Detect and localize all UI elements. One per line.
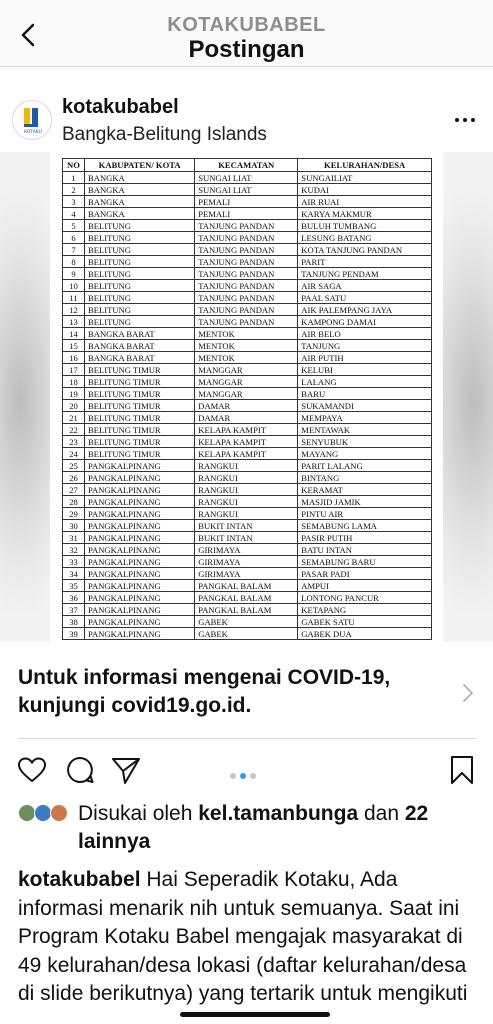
table-cell: TANJUNG PANDAN <box>195 304 298 316</box>
table-row <box>63 208 432 220</box>
table-row <box>63 580 432 592</box>
header-username: KOTAKUBABEL <box>167 14 326 36</box>
more-options-icon[interactable] <box>453 110 477 130</box>
table-row <box>63 328 432 340</box>
table-cell: AIR SAGA <box>298 280 432 292</box>
table-row <box>63 592 432 604</box>
table-cell: TANJUNG PANDAN <box>195 244 298 256</box>
table-cell: KOTA TANJUNG PANDAN <box>298 244 432 256</box>
table-cell: 27 <box>63 484 85 496</box>
caption-username[interactable]: kotakubabel <box>18 868 141 891</box>
table-cell: BELITUNG TIMUR <box>85 400 195 412</box>
table-cell: TANJUNG PANDAN <box>195 232 298 244</box>
table-cell: 22 <box>63 424 85 436</box>
table-cell: KUDAI <box>298 184 432 196</box>
table-cell: PANGKALPINANG <box>85 520 195 532</box>
table-cell: BUKIT INTAN <box>195 520 298 532</box>
table-cell: MENTOK <box>195 328 298 340</box>
table-cell: DAMAR <box>195 412 298 424</box>
table-cell: 32 <box>63 544 85 556</box>
table-cell: PEMALI <box>195 208 298 220</box>
table-cell: PANGKALPINANG <box>85 604 195 616</box>
table-cell: PANGKALPINANG <box>85 496 195 508</box>
table-cell: BANGKA <box>85 196 195 208</box>
table-cell: PANGKALPINANG <box>85 628 195 640</box>
top-bar <box>0 0 493 70</box>
table-cell: 5 <box>63 220 85 232</box>
table-cell: PANGKAL BALAM <box>195 604 298 616</box>
caption-text: Hai Seperadik Kotaku, Ada informasi menarik nih untuk semuanya. Saat ini Program Kotaku Babel mengajak masyarakat di 49 kelurahan/desa lokasi (daftar kelurahan/desa di slide berikutnya) yang tertarik untuk mengikuti <box>18 868 468 1005</box>
table-cell: 6 <box>63 232 85 244</box>
table-row <box>63 292 432 304</box>
table-row <box>63 184 432 196</box>
table-cell: BANGKA BARAT <box>85 328 195 340</box>
table-cell: 10 <box>63 280 85 292</box>
table-cell: TANJUNG PANDAN <box>195 292 298 304</box>
table-cell: 38 <box>63 616 85 628</box>
table-cell: PASIR PUTIH <box>298 532 432 544</box>
table-row <box>63 280 432 292</box>
carousel-dot <box>250 773 256 779</box>
table-cell: BUKIT INTAN <box>195 532 298 544</box>
table-cell: BELITUNG <box>85 304 195 316</box>
table-cell: MANGGAR <box>195 376 298 388</box>
table-row <box>63 436 432 448</box>
likes-suffix: dan <box>363 802 400 825</box>
table-cell: 34 <box>63 568 85 580</box>
table-cell: 2 <box>63 184 85 196</box>
table-cell: MANGGAR <box>195 388 298 400</box>
table-cell: KELAPA KAMPIT <box>195 436 298 448</box>
table-cell: RANGKUI <box>195 484 298 496</box>
table-cell: AIR PUTIH <box>298 352 432 364</box>
table-cell: PANGKALPINANG <box>85 508 195 520</box>
table-cell: 8 <box>63 256 85 268</box>
table-row <box>63 340 432 352</box>
table-cell: PANGKALPINANG <box>85 592 195 604</box>
table-cell: BELITUNG <box>85 244 195 256</box>
table-cell: 19 <box>63 388 85 400</box>
table-cell: 30 <box>63 520 85 532</box>
table-cell: BANGKA <box>85 208 195 220</box>
table-row <box>63 628 432 640</box>
table-row <box>63 460 432 472</box>
table-row <box>63 352 432 364</box>
table-row <box>63 364 432 376</box>
table-cell: SUNGAILIAT <box>298 172 432 184</box>
table-cell: KELUBI <box>298 364 432 376</box>
table-row <box>63 316 432 328</box>
table-cell: 16 <box>63 352 85 364</box>
table-cell: 26 <box>63 472 85 484</box>
table-cell: BELITUNG TIMUR <box>85 364 195 376</box>
likes-text <box>78 800 478 856</box>
table-cell: TANJUNG PANDAN <box>195 220 298 232</box>
carousel-dot-active <box>240 773 246 779</box>
avatar[interactable] <box>12 100 52 140</box>
table-cell: GIRIMAYA <box>195 556 298 568</box>
table-cell: PANGKAL BALAM <box>195 580 298 592</box>
table-header: KECAMATAN <box>195 159 298 172</box>
table-cell: BANGKA BARAT <box>85 340 195 352</box>
table-cell: BELITUNG <box>85 292 195 304</box>
table-cell: PANGKALPINANG <box>85 544 195 556</box>
action-bar <box>0 748 493 792</box>
table-cell: RANGKUI <box>195 472 298 484</box>
table-cell: RANGKUI <box>195 508 298 520</box>
table-cell: 39 <box>63 628 85 640</box>
table-cell: LESUNG BATANG <box>298 232 432 244</box>
table-cell: BELITUNG <box>85 220 195 232</box>
table-cell: 12 <box>63 304 85 316</box>
table-cell: SUNGAI LIAT <box>195 184 298 196</box>
table-cell: BELITUNG TIMUR <box>85 376 195 388</box>
table-cell: PANGKALPINANG <box>85 472 195 484</box>
post-username[interactable]: kotakubabel <box>62 96 179 118</box>
table-cell: SUNGAI LIAT <box>195 172 298 184</box>
table-cell: GABEK <box>195 628 298 640</box>
table-cell: BULUH TUMBANG <box>298 220 432 232</box>
covid-info-banner[interactable] <box>0 656 493 736</box>
table-cell: KARYA MAKMUR <box>298 208 432 220</box>
table-cell: 11 <box>63 292 85 304</box>
table-row <box>63 508 432 520</box>
table-cell: PANGKALPINANG <box>85 460 195 472</box>
table-cell: KETAPANG <box>298 604 432 616</box>
bookmark-icon[interactable] <box>446 754 478 786</box>
table-cell: 23 <box>63 436 85 448</box>
table-row <box>63 448 432 460</box>
table-cell: TANJUNG PANDAN <box>195 268 298 280</box>
table-row <box>63 496 432 508</box>
table-cell: BELITUNG TIMUR <box>85 424 195 436</box>
table-cell: TANJUNG PANDAN <box>195 316 298 328</box>
table-cell: PANGKALPINANG <box>85 532 195 544</box>
table-row <box>63 220 432 232</box>
table-cell: DAMAR <box>195 400 298 412</box>
table-cell: BELITUNG <box>85 268 195 280</box>
comment-icon[interactable] <box>64 754 96 786</box>
table-cell: KELAPA KAMPIT <box>195 424 298 436</box>
table-cell: BARU <box>298 388 432 400</box>
table-cell: PANGKALPINANG <box>85 484 195 496</box>
table-cell: AMPUI <box>298 580 432 592</box>
table-cell: 36 <box>63 592 85 604</box>
heart-icon[interactable] <box>16 754 48 786</box>
table-cell: MENTAWAK <box>298 424 432 436</box>
table-cell: TANJUNG PANDAN <box>195 256 298 268</box>
table-cell: BATU INTAN <box>298 544 432 556</box>
table-cell: SENYUBUK <box>298 436 432 448</box>
table-cell: TANJUNG <box>298 340 432 352</box>
liker-avatars <box>18 804 74 824</box>
table-row <box>63 196 432 208</box>
table-cell: 9 <box>63 268 85 280</box>
table-row <box>63 172 432 184</box>
table-cell: PANGKAL BALAM <box>195 592 298 604</box>
table-cell: MANGGAR <box>195 364 298 376</box>
table-cell: 14 <box>63 328 85 340</box>
table-row <box>63 244 432 256</box>
table-cell: 21 <box>63 412 85 424</box>
table-row <box>63 400 432 412</box>
liker-username[interactable]: kel.tamanbunga <box>198 802 359 825</box>
table-header: NO <box>63 159 85 172</box>
post-header <box>0 86 493 152</box>
table-cell: BELITUNG TIMUR <box>85 448 195 460</box>
home-indicator <box>180 1012 330 1017</box>
table-cell: PANGKALPINANG <box>85 616 195 628</box>
table-row <box>63 556 432 568</box>
table-cell: SEMABUNG LAMA <box>298 520 432 532</box>
table-cell: MENTOK <box>195 340 298 352</box>
table-cell: PASAR PADI <box>298 568 432 580</box>
table-cell: 7 <box>63 244 85 256</box>
table-cell: SUKAMANDI <box>298 400 432 412</box>
table-cell: GIRIMAYA <box>195 568 298 580</box>
kotaku-logo-icon <box>13 101 52 140</box>
carousel-dot <box>230 773 236 779</box>
table-cell: PANGKALPINANG <box>85 580 195 592</box>
table-row <box>63 268 432 280</box>
table-cell: 4 <box>63 208 85 220</box>
table-row <box>63 232 432 244</box>
table-cell: GABEK SATU <box>298 616 432 628</box>
table-cell: BANGKA <box>85 184 195 196</box>
table-cell: MAYANG <box>298 448 432 460</box>
table-row <box>63 484 432 496</box>
covid-info-text: Untuk informasi mengenai COVID-19, kunjungi covid19.go.id. <box>18 666 391 717</box>
table-row <box>63 304 432 316</box>
table-row <box>63 520 432 532</box>
post-image[interactable] <box>0 152 493 642</box>
table-cell: GIRIMAYA <box>195 544 298 556</box>
share-icon[interactable] <box>110 754 142 786</box>
carousel-indicator <box>230 766 264 774</box>
table-row <box>63 388 432 400</box>
table-cell: BELITUNG TIMUR <box>85 436 195 448</box>
table-cell: PAAL SATU <box>298 292 432 304</box>
table-row <box>63 412 432 424</box>
table-cell: SEMABUNG BARU <box>298 556 432 568</box>
document-page <box>50 152 443 642</box>
table-cell: 37 <box>63 604 85 616</box>
chevron-right-icon <box>461 682 475 704</box>
table-row <box>63 616 432 628</box>
table-cell: TANJUNG PANDAN <box>195 280 298 292</box>
table-cell: BELITUNG TIMUR <box>85 388 195 400</box>
table-cell: GABEK <box>195 616 298 628</box>
likes-others[interactable]: 22 lainnya <box>78 802 429 853</box>
table-cell: PARIT <box>298 256 432 268</box>
table-cell: PANGKALPINANG <box>85 568 195 580</box>
table-cell: MEMPAYA <box>298 412 432 424</box>
table-cell: 13 <box>63 316 85 328</box>
table-cell: MASJID JAMIK <box>298 496 432 508</box>
table-cell: KERAMAT <box>298 484 432 496</box>
table-row <box>63 532 432 544</box>
liker-avatar <box>50 804 68 822</box>
table-cell: 3 <box>63 196 85 208</box>
page-title: Postingan <box>188 36 305 63</box>
table-cell: PARIT LALANG <box>298 460 432 472</box>
table-cell: AIR BELO <box>298 328 432 340</box>
table-header: KELURAHAN/DESA <box>298 159 432 172</box>
table-cell: BELITUNG <box>85 256 195 268</box>
table-cell: MENTOK <box>195 352 298 364</box>
table-cell: BELITUNG <box>85 316 195 328</box>
table-cell: KELAPA KAMPIT <box>195 448 298 460</box>
likes-summary[interactable] <box>0 798 493 858</box>
table-cell: 24 <box>63 448 85 460</box>
table-cell: AIR RUAI <box>298 196 432 208</box>
table-row <box>63 472 432 484</box>
table-cell: RANGKUI <box>195 460 298 472</box>
table-row <box>63 604 432 616</box>
avatar-logo-text: KOTAKU <box>24 130 42 135</box>
table-cell: 1 <box>63 172 85 184</box>
likes-prefix: Disukai oleh <box>78 802 193 825</box>
table-cell: 33 <box>63 556 85 568</box>
table-row <box>63 544 432 556</box>
table-cell: BANGKA BARAT <box>85 352 195 364</box>
table-cell: 18 <box>63 376 85 388</box>
table-cell: PINTU AIR <box>298 508 432 520</box>
table-cell: 31 <box>63 532 85 544</box>
table-row <box>63 256 432 268</box>
table-header-row <box>63 159 432 172</box>
post-caption <box>18 866 483 1009</box>
table-cell: LONTONG PANCUR <box>298 592 432 604</box>
table-header: KABUPATEN/ KOTA <box>85 159 195 172</box>
table-cell: 20 <box>63 400 85 412</box>
table-cell: 29 <box>63 508 85 520</box>
table-cell: LALANG <box>298 376 432 388</box>
table-cell: KAMPONG DAMAI <box>298 316 432 328</box>
table-row <box>63 424 432 436</box>
table-cell: 17 <box>63 364 85 376</box>
table-cell: 25 <box>63 460 85 472</box>
location-table <box>62 158 432 640</box>
post-location[interactable]: Bangka-Belitung Islands <box>62 124 267 145</box>
table-cell: BELITUNG TIMUR <box>85 412 195 424</box>
table-cell: TANJUNG PENDAM <box>298 268 432 280</box>
table-cell: BINTANG <box>298 472 432 484</box>
table-cell: 35 <box>63 580 85 592</box>
table-cell: AIK PALEMPANG JAYA <box>298 304 432 316</box>
table-cell: 28 <box>63 496 85 508</box>
banner-divider <box>18 738 476 739</box>
header-divider <box>0 66 493 67</box>
table-row <box>63 568 432 580</box>
table-cell: RANGKUI <box>195 496 298 508</box>
table-cell: BANGKA <box>85 172 195 184</box>
table-cell: PANGKALPINANG <box>85 556 195 568</box>
table-cell: 15 <box>63 340 85 352</box>
table-cell: GABEK DUA <box>298 628 432 640</box>
table-cell: BELITUNG <box>85 232 195 244</box>
table-cell: PEMALI <box>195 196 298 208</box>
table-cell: BELITUNG <box>85 280 195 292</box>
table-row <box>63 376 432 388</box>
